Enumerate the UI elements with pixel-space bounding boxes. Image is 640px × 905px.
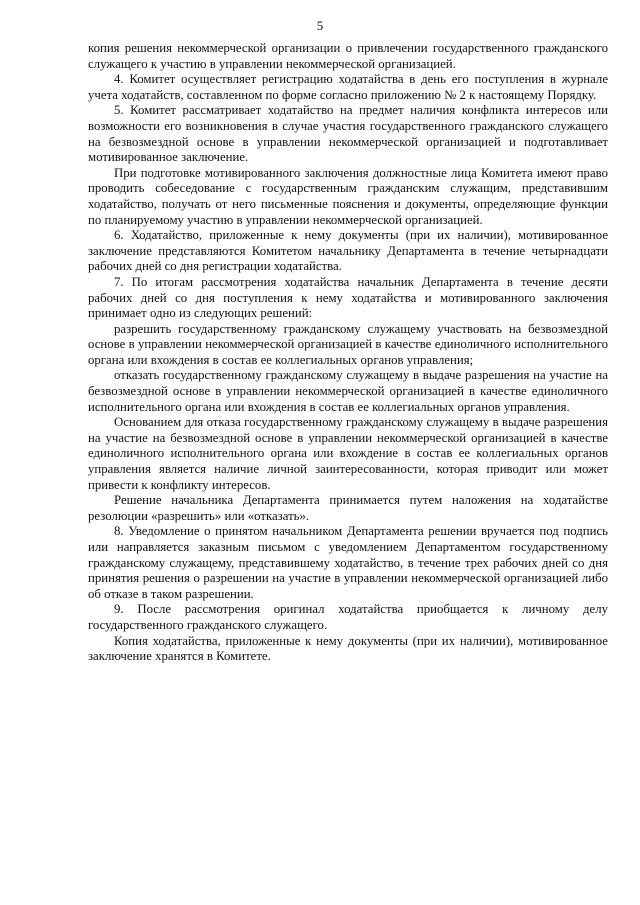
paragraph-grounds-for-refusal: Основанием для отказа государственному гражданскому служащему в выдаче разрешения на участие на безвозмездной основе в управлении некоммерческой организацией в качестве единоличного исполнительного органа или вхождение в состав ее коллегиальных органов управления является наличие личной заинтересованности, которая приводит или может привести к конфликту интересов. [88,415,608,492]
paragraph-copy-of-decision: копия решения некоммерческой организации о привлечении государственного гражданского служащего к участию в управлении некоммерческой организацией. [88,41,608,71]
paragraph-5-review: 5. Комитет рассматривает ходатайство на предмет наличия конфликта интересов или возможности его возникновения в случае участия государственного гражданского служащего на безвозмездной основе в управлении некоммерческой организацией и подготавливает мотивированное заключение. [88,103,608,165]
paragraph-refuse-option: отказать государственному гражданскому служащему в выдаче разрешения на участие на безвозмездной основе в управлении некоммерческой организацией в качестве единоличного исполнительного органа или вхождения в состав ее коллегиальных органов управления. [88,368,608,414]
paragraph-6-submission: 6. Ходатайство, приложенные к нему документы (при их наличии), мотивированное заключение представляются Комитетом начальнику Департамента в течение четырнадцати рабочих дней со дня регистрации ходатайства. [88,228,608,274]
paragraph-resolution: Решение начальника Департамента принимается путем наложения на ходатайстве резолюции «разрешить» или «отказать». [88,493,608,523]
document-body [88,41,608,665]
paragraph-preparation-of-conclusion: При подготовке мотивированного заключения должностные лица Комитета имеют право проводить собеседование с государственным гражданским служащим, представившим ходатайство, получать от него письменные пояснения и документы, определяющие функции по планируемому участию в управлении некоммерческой организацией. [88,165,608,227]
paragraph-4-registration: 4. Комитет осуществляет регистрацию ходатайства в день его поступления в журнале учета ходатайств, составленном по форме согласно приложению № 2 к настоящему Порядку. [88,72,608,102]
paragraph-copy-storage: Копия ходатайства, приложенные к нему документы (при их наличии), мотивированное заключение хранятся в Комитете. [88,633,608,664]
paragraph-9-filing: 9. После рассмотрения оригинал ходатайства приобщается к личному делу государственного гражданского служащего. [88,602,608,632]
paragraph-permit-option: разрешить государственному гражданскому служащему участвовать на безвозмездной основе в управлении некоммерческой организацией в качестве единоличного исполнительного органа или вхождения в состав ее коллегиальных органов управления; [88,321,608,367]
paragraph-8-notification: 8. Уведомление о принятом начальником Департамента решении вручается под подпись или направляется заказным письмом с уведомлением Департаментом государственному гражданскому служащему, представившему ходатайство, в течение трех рабочих дней со дня принятия решения о разрешении на участие в управлении некоммерческой организацией либо об отказе в таком разрешении. [88,524,608,601]
page-number: 5 [316,18,324,33]
paragraph-7-decision: 7. По итогам рассмотрения ходатайства начальник Департамента в течение десяти рабочих дней со дня поступления к нему ходатайства и мотивированного заключения принимает одно из следующих решений: [88,274,608,321]
